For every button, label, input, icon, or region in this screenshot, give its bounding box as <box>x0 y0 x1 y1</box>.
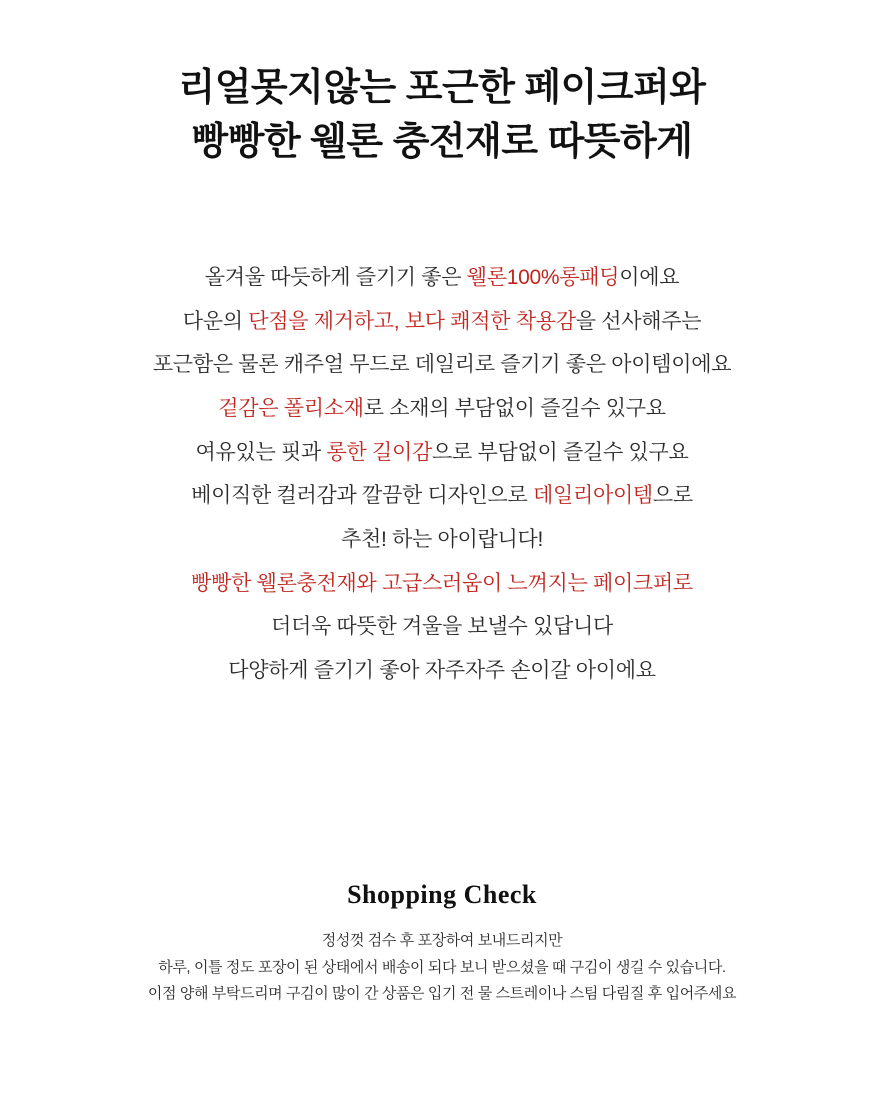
plain-text: 으로 <box>652 484 693 508</box>
description-line <box>0 474 884 518</box>
plain-text: 로 소재의 부담없이 즐길수 있구요 <box>363 396 666 420</box>
description-line <box>0 343 884 387</box>
plain-text: 올겨울 따듯하게 즐기기 좋은 <box>204 265 467 289</box>
plain-text: 다운의 <box>182 309 249 333</box>
description-line <box>0 605 884 649</box>
highlighted-text: 겉감은 폴리소재 <box>218 396 364 420</box>
description-line <box>0 300 884 344</box>
description-line <box>0 431 884 475</box>
plain-text: 으로 부담없이 즐길수 있구요 <box>432 440 689 464</box>
description-line <box>0 518 884 562</box>
plain-text: 추천! 하는 아이랍니다! <box>340 527 543 551</box>
plain-text: 포근함은 물론 캐주얼 무드로 데일리로 즐기기 좋은 아이템이에요 <box>152 353 732 377</box>
description-line <box>0 387 884 431</box>
highlighted-text: 단점을 제거하고, 보다 쾌적한 착용감 <box>248 309 576 333</box>
highlighted-text: 롱한 길이감 <box>326 440 433 464</box>
highlighted-text: 데일리아이템 <box>533 484 653 508</box>
shopping-check-title: Shopping Check <box>347 880 537 909</box>
headline-line: 리얼못지않는 포근한 페이크퍼와 <box>178 67 706 109</box>
description-line <box>0 562 884 606</box>
description-line <box>0 649 884 693</box>
headline-line: 빵빵한 웰론 충전재로 따뜻하게 <box>191 120 693 163</box>
shopping-check-line: 정성껏 검수 후 포장하여 보내드리지만 <box>321 932 563 949</box>
product-description <box>0 170 884 693</box>
shopping-check-line: 하루, 이틀 정도 포장이 된 상태에서 배송이 되다 보니 받으셨을 때 구김이 생길 수 있습니다. <box>158 958 726 976</box>
plain-text: 다양하게 즐기기 좋아 자주자주 손이갈 아이에요 <box>228 658 656 682</box>
shopping-check-section <box>0 880 884 1008</box>
plain-text: 이에요 <box>619 265 680 289</box>
description-line <box>0 256 884 300</box>
page-title <box>0 0 884 170</box>
plain-text: 을 선사해주는 <box>575 309 702 333</box>
shopping-check-line: 이점 양해 부탁드리며 구김이 많이 간 상품은 입기 전 물 스트레이나 스팀 다림질 후 입어주세요 <box>147 985 737 1003</box>
highlighted-text: 빵빵한 웰론충전재와 고급스러움이 느껴지는 페이크퍼로 <box>191 571 693 595</box>
plain-text: 베이직한 컬러감과 깔끔한 디자인으로 <box>191 484 533 508</box>
plain-text: 여유있는 핏과 <box>195 440 327 464</box>
plain-text: 더더욱 따뜻한 겨울을 보낼수 있답니다 <box>271 615 613 639</box>
shopping-check-notice <box>0 928 884 1008</box>
highlighted-text: 웰론100%롱패딩 <box>466 265 620 289</box>
